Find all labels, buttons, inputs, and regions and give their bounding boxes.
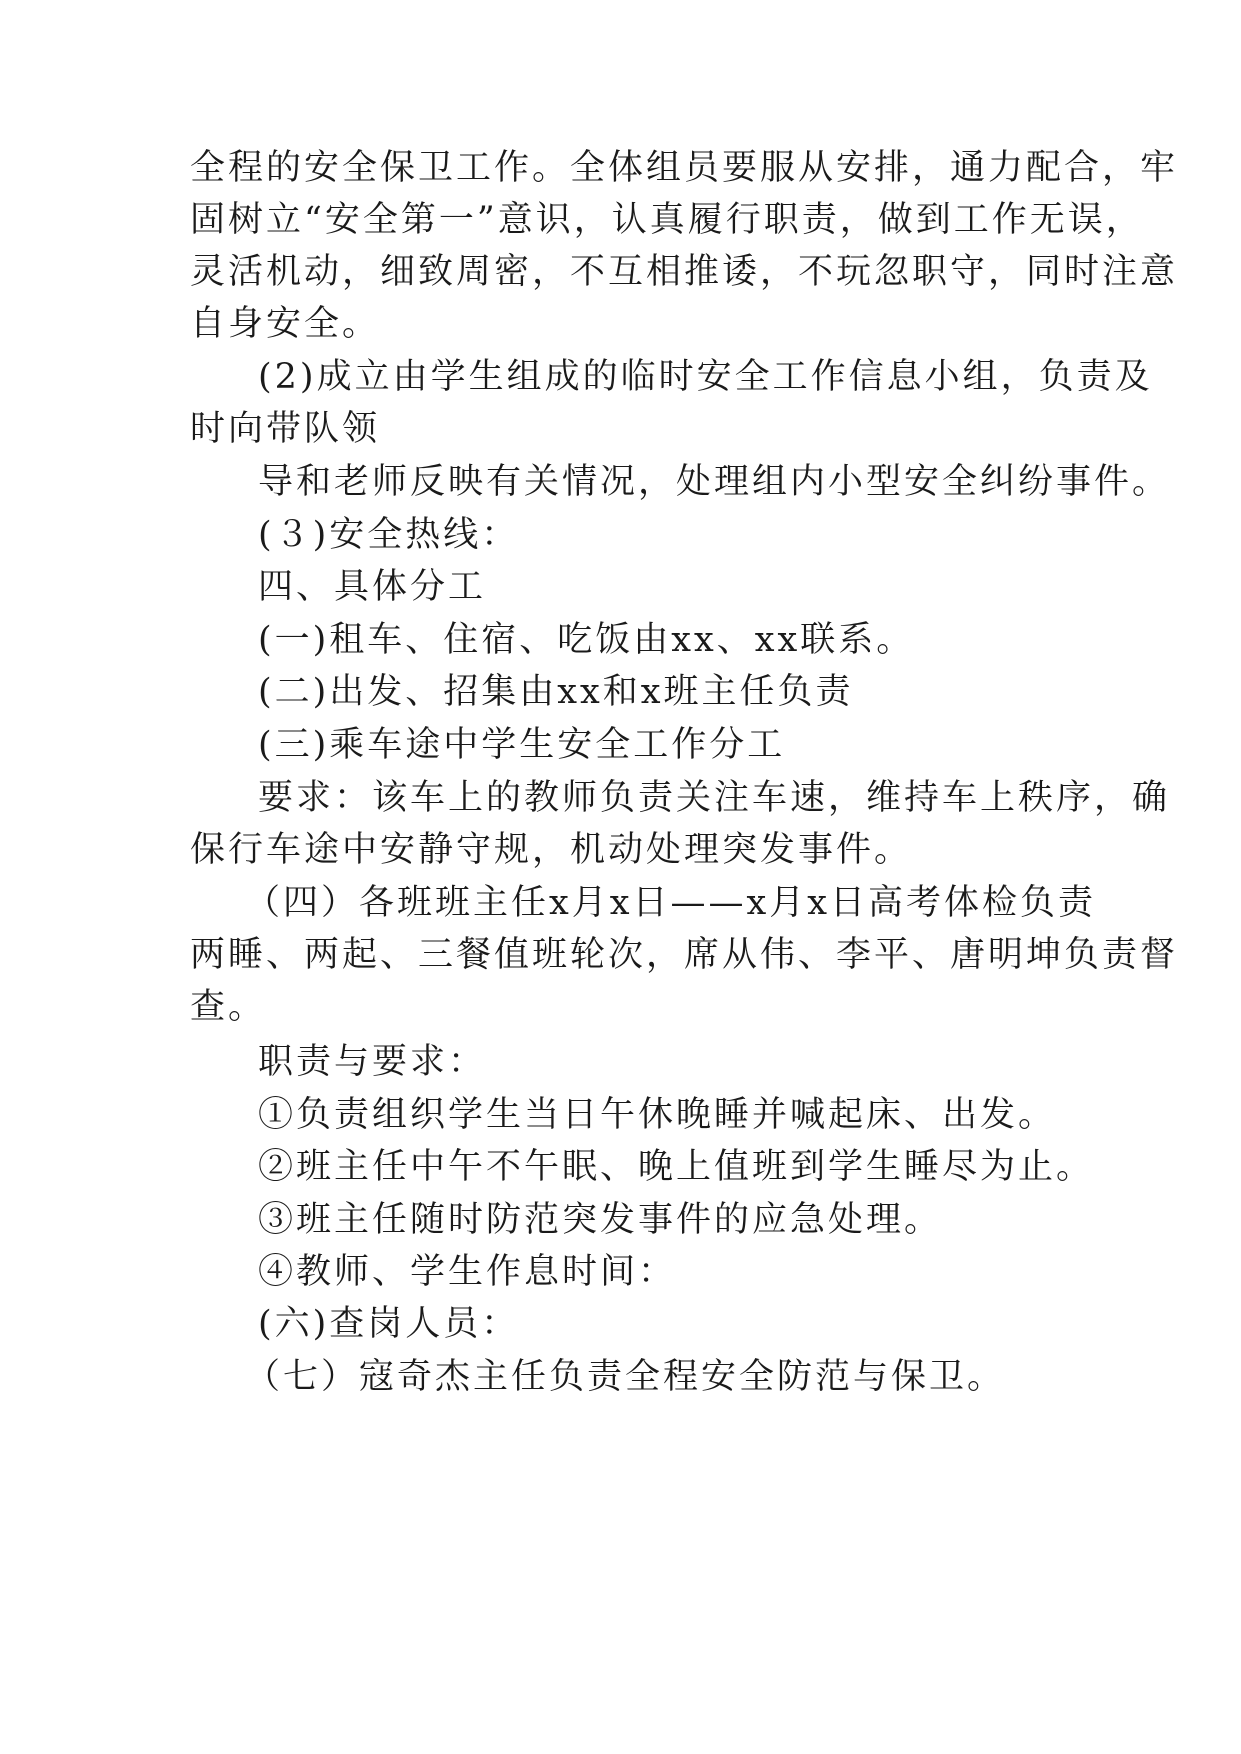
paragraph-line: （四）各班班主任x月x日——x月x日高考体检负责: [245, 883, 1096, 923]
list-item: ③班主任随时防范突发事件的应急处理。: [258, 1200, 943, 1240]
paragraph-line: 两睡、两起、三餐值班轮次，席从伟、李平、唐明坤负责督: [190, 935, 1179, 975]
paragraph-line: 导和老师反映有关情况，处理组内小型安全纠纷事件。: [258, 462, 1171, 502]
paragraph-line: (三)乘车途中学生安全工作分工: [258, 725, 786, 765]
paragraph-line: 查。: [190, 987, 267, 1027]
list-item: ②班主任中午不午眠、晚上值班到学生睡尽为止。: [258, 1147, 1095, 1187]
list-item: ④教师、学生作息时间：: [258, 1252, 677, 1292]
paragraph-line: （七）寇奇杰主任负责全程安全防范与保卫。: [245, 1357, 1006, 1397]
paragraph-line: 保行车途中安静守规，机动处理突发事件。: [190, 830, 913, 870]
paragraph-line: 灵活机动，细致周密，不互相推诿，不玩忽职守，同时注意: [190, 252, 1179, 292]
paragraph-line: (六)查岗人员：: [258, 1304, 520, 1344]
list-item: ①负责组织学生当日午休晚睡并喊起床、出发。: [258, 1095, 1057, 1135]
paragraph-line: (３)安全热线：: [258, 515, 520, 555]
paragraph-line: 固树立“安全第一”意识，认真履行职责，做到工作无误，: [190, 200, 1144, 240]
paragraph-line: 职责与要求：: [258, 1042, 487, 1082]
paragraph-line: (一)租车、住宿、吃饭由xx、xx联系。: [258, 620, 915, 660]
paragraph-line: 要求：该车上的教师负责关注车速，维持车上秩序，确: [258, 778, 1171, 818]
paragraph-line: (2)成立由学生组成的临时安全工作信息小组，负责及: [258, 357, 1153, 397]
paragraph-line: 全程的安全保卫工作。全体组员要服从安排，通力配合，牢: [190, 148, 1179, 188]
paragraph-line: 时向带队领: [190, 409, 381, 449]
paragraph-line: (二)出发、招集由xx和x班主任负责: [258, 672, 854, 712]
paragraph-line: 自身安全。: [190, 304, 381, 344]
section-heading: 四、具体分工: [258, 567, 487, 607]
